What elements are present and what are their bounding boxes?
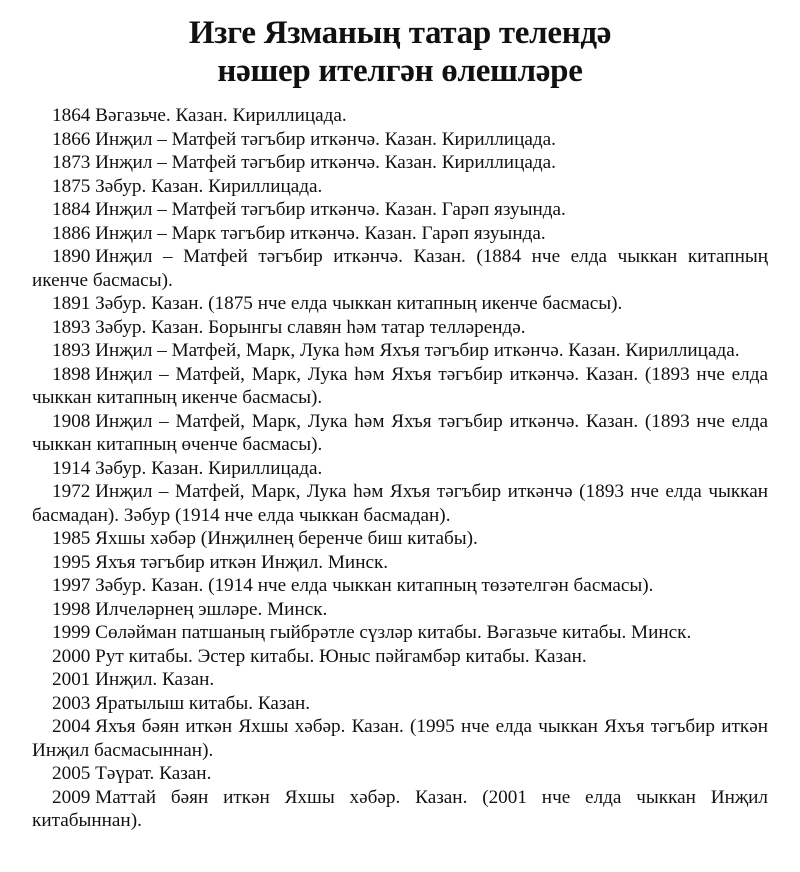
list-item xyxy=(32,762,768,786)
list-item xyxy=(32,292,768,316)
entry-year: 1997 xyxy=(52,575,91,596)
entry-text: Инҗил – Матфей, Марк, Лука һәм Яхъя тәгъбир иткәнчә. Казан. Кириллицада. xyxy=(95,340,740,361)
list-item xyxy=(32,621,768,645)
entry-text: Зәбур. Казан. Кириллицада. xyxy=(95,457,323,479)
entry-year: 1998 xyxy=(52,598,91,620)
list-item xyxy=(32,245,768,292)
list-item xyxy=(32,410,768,457)
entry-text: Инҗил – Матфей, Марк, Лука һәм Яхъя тәгъбир иткәнчә (1893 нче елда чыккан басмадан). Зәбур (1914 нче елда чыккан басмадан). xyxy=(32,481,768,526)
entry-text: Инҗил. Казан. xyxy=(95,669,215,690)
entry-text: Инҗил – Матфей тәгъбир иткәнчә. Казан. Гарәп язуында. xyxy=(95,199,566,220)
entry-year: 1873 xyxy=(52,152,91,173)
entry-year: 1985 xyxy=(52,528,91,549)
list-item xyxy=(32,198,768,222)
list-item xyxy=(32,339,768,363)
entry-year: 1890 xyxy=(52,246,91,267)
entry-year: 1999 xyxy=(52,622,91,643)
list-item xyxy=(32,598,768,622)
list-item xyxy=(32,457,768,481)
entry-year: 1875 xyxy=(52,175,91,197)
entry-year: 1908 xyxy=(52,410,91,432)
entry-year: 2005 xyxy=(52,763,91,784)
entry-year: 2003 xyxy=(52,692,91,714)
entry-text: Яхъя тәгъбир иткән Инҗил. Минск. xyxy=(95,551,389,573)
entry-text: Яратылыш китабы. Казан. xyxy=(95,692,311,714)
title-line-1: Изге Язманың татар телендә xyxy=(188,15,612,51)
entry-text: Инҗил – Матфей, Марк, Лука һәм Яхъя тәгъбир иткәнчә. Казан. (1893 нче елда чыккан китапның икенче басмасы). xyxy=(32,363,768,408)
page-title xyxy=(32,14,768,90)
publication-list xyxy=(32,104,768,833)
list-item xyxy=(32,222,768,246)
entry-year: 2004 xyxy=(52,716,91,737)
entry-year: 1972 xyxy=(52,481,91,502)
entry-year: 1893 xyxy=(52,340,91,361)
entry-text: Тәүрат. Казан. xyxy=(95,763,212,784)
title-line-2: нәшер ителгән өлешләре xyxy=(217,53,583,89)
list-item xyxy=(32,316,768,340)
entry-text: Илчеләрнең эшләре. Минск. xyxy=(95,598,328,620)
list-item xyxy=(32,786,768,833)
list-item xyxy=(32,668,768,692)
entry-year: 1893 xyxy=(52,316,91,338)
list-item xyxy=(32,715,768,762)
entry-text: Яхшы хәбәр (Инҗилнең беренче биш китабы). xyxy=(95,528,478,549)
list-item xyxy=(32,175,768,199)
list-item xyxy=(32,104,768,128)
list-item xyxy=(32,527,768,551)
entry-text: Инҗил – Матфей тәгъбир иткәнчә. Казан. Кириллицада. xyxy=(95,128,556,150)
entry-year: 1995 xyxy=(52,551,91,573)
entry-text: Инҗил – Матфей тәгъбир иткәнчә. Казан. Кириллицада. xyxy=(95,152,556,173)
list-item xyxy=(32,645,768,669)
entry-text: Яхъя бәян иткән Яхшы хәбәр. Казан. (1995 нче елда чыккан Яхъя тәгъбир иткән Инҗил басмасыннан). xyxy=(32,716,768,761)
list-item xyxy=(32,574,768,598)
entry-text: Инҗил – Матфей тәгъбир иткәнчә. Казан. (1884 нче елда чыккан китапның икенче басмасы). xyxy=(32,246,768,291)
entry-text: Зәбур. Казан. Борынгы славян һәм татар телләрендә. xyxy=(95,316,526,338)
list-item xyxy=(32,128,768,152)
entry-year: 1886 xyxy=(52,222,91,244)
entry-text: Рут китабы. Эстер китабы. Юныс пәйгамбәр китабы. Казан. xyxy=(95,645,587,667)
entry-year: 2001 xyxy=(52,669,91,690)
entry-text: Вәгазьче. Казан. Кириллицада. xyxy=(95,105,347,126)
entry-year: 1884 xyxy=(52,199,91,220)
entry-text: Зәбур. Казан. (1914 нче елда чыккан китапның төзәтелгән басмасы). xyxy=(95,575,654,596)
entry-year: 1898 xyxy=(52,363,91,385)
entry-text: Инҗил – Матфей, Марк, Лука һәм Яхъя тәгъбир иткәнчә. Казан. (1893 нче елда чыккан китапның өченче басмасы). xyxy=(32,410,768,455)
entry-year: 2009 xyxy=(52,786,91,808)
list-item xyxy=(32,551,768,575)
entry-year: 1914 xyxy=(52,457,91,479)
entry-text: Маттай бәян иткән Яхшы хәбәр. Казан. (2001 нче елда чыккан Инҗил китабыннан). xyxy=(32,786,768,831)
entry-text: Сөләйман патшаның гыйбрәтле сүзләр китабы. Вәгазьче китабы. Минск. xyxy=(95,622,692,643)
entry-year: 1864 xyxy=(52,105,91,126)
entry-year: 2000 xyxy=(52,645,91,667)
list-item xyxy=(32,151,768,175)
entry-text: Зәбур. Казан. (1875 нче елда чыккан китапның икенче басмасы). xyxy=(95,293,623,314)
entry-text: Инҗил – Марк тәгъбир иткәнчә. Казан. Гарәп язуында. xyxy=(95,222,546,244)
list-item xyxy=(32,363,768,410)
entry-year: 1891 xyxy=(52,293,91,314)
list-item xyxy=(32,692,768,716)
entry-year: 1866 xyxy=(52,128,91,150)
list-item xyxy=(32,480,768,527)
entry-text: Зәбур. Казан. Кириллицада. xyxy=(95,175,323,197)
